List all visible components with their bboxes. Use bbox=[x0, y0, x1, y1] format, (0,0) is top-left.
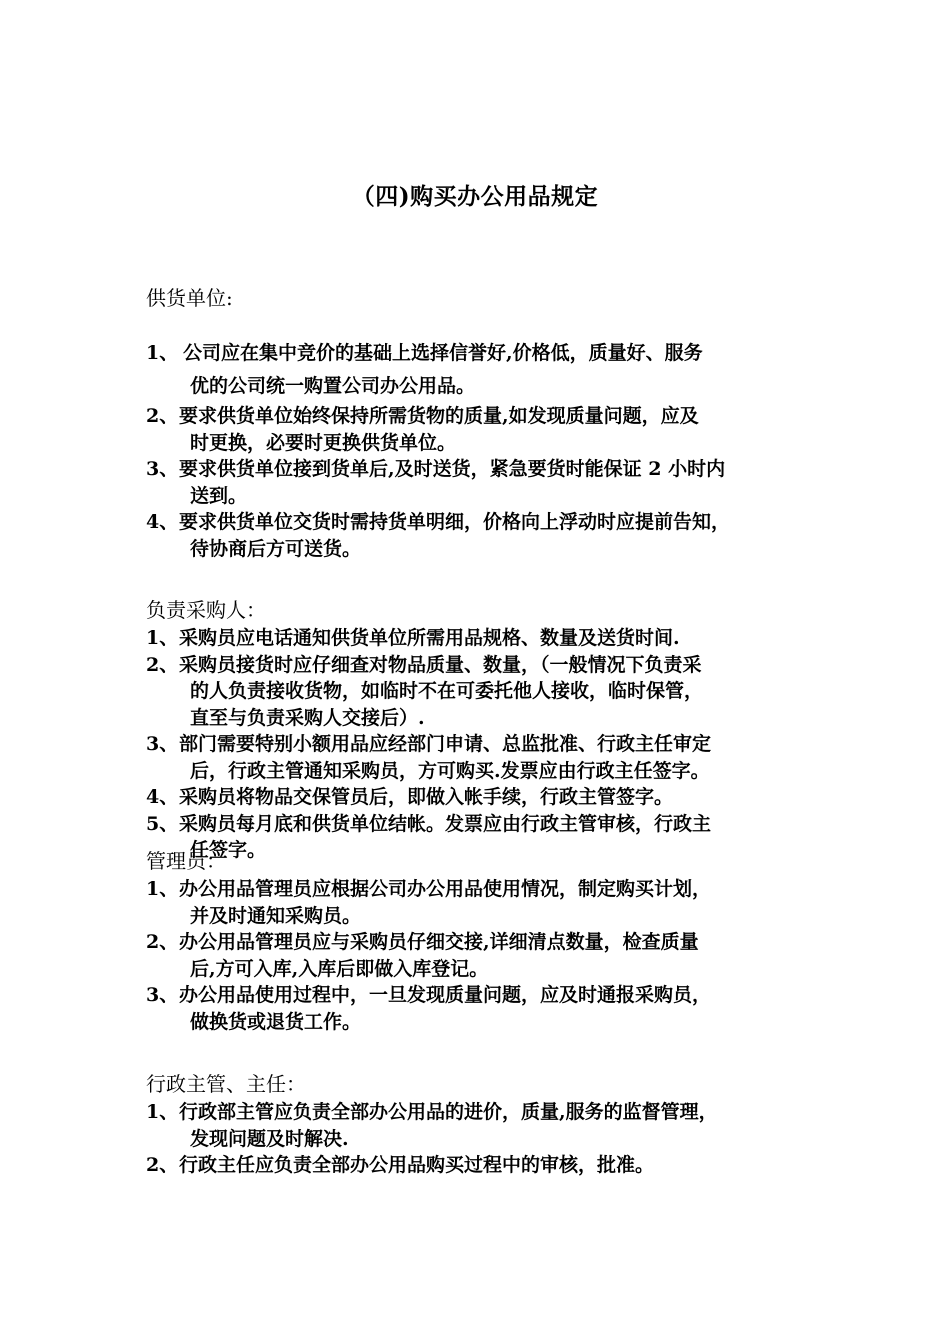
item-line: 优的公司统一购置公司办公用品。 bbox=[190, 375, 476, 397]
item-number: 3、 bbox=[146, 458, 179, 480]
list-item bbox=[146, 731, 826, 784]
item-line: 后,方可入库,入库后即做入库登记。 bbox=[190, 957, 489, 980]
item-line: 发现问题及时解决. bbox=[190, 1127, 349, 1150]
item-number: 3、 bbox=[146, 733, 179, 755]
list-item bbox=[146, 625, 826, 652]
item-number: 1、 bbox=[146, 1101, 179, 1123]
list-item bbox=[146, 403, 826, 456]
section-heading: 负责采购人： bbox=[146, 598, 266, 622]
list-item bbox=[146, 1099, 826, 1152]
item-line: 做换货或退货工作。 bbox=[190, 1010, 362, 1033]
item-line: 公司应在集中竞价的基础上选择信誉好,价格低，质量好、服务 bbox=[183, 342, 703, 364]
item-line: 办公用品使用过程中，一旦发现质量问题，应及时通报采购员， bbox=[179, 984, 712, 1006]
item-list bbox=[146, 1099, 826, 1179]
item-line: 行政主任应负责全部办公用品购买过程中的审核，批准。 bbox=[179, 1154, 655, 1176]
item-number: 2、 bbox=[146, 931, 179, 953]
item-list bbox=[146, 876, 826, 1035]
list-item bbox=[146, 652, 826, 732]
item-line: 要求供货单位交货时需持货单明细，价格向上浮动时应提前告知， bbox=[179, 511, 731, 533]
list-item bbox=[146, 337, 826, 403]
section-heading: 管理员： bbox=[146, 849, 226, 873]
section-administrator bbox=[146, 846, 826, 1035]
item-number: 2、 bbox=[146, 405, 179, 427]
item-line: 时更换，必要时更换供货单位。 bbox=[190, 431, 457, 454]
list-item bbox=[146, 929, 826, 982]
list-item bbox=[146, 456, 826, 509]
item-line: 部门需要特别小额用品应经部门申请、总监批准、行政主任审定 bbox=[179, 733, 712, 755]
item-line: 采购员每月底和供货单位结帐。发票应由行政主管审核，行政主 bbox=[179, 812, 712, 835]
item-line: 办公用品管理员应根据公司办公用品使用情况，制定购买计划， bbox=[179, 878, 712, 900]
item-line: 后，行政主管通知采购员，方可购买.发票应由行政主任签字。 bbox=[190, 759, 710, 782]
item-number: 2、 bbox=[146, 1154, 179, 1176]
section-heading: 行政主管、主任： bbox=[146, 1072, 306, 1096]
item-number: 5、 bbox=[146, 812, 179, 835]
item-line: 采购员将物品交保管员后，即做入帐手续，行政主管签字。 bbox=[179, 786, 674, 808]
list-item bbox=[146, 982, 826, 1035]
list-item bbox=[146, 784, 826, 811]
document-title: （四)购买办公用品规定 bbox=[351, 183, 599, 210]
item-line: 的人负责接收货物，如临时不在可委托他人接收，临时保管， bbox=[190, 680, 704, 702]
item-line: 要求供货单位接到货单后,及时送货，紧急要货时能保证 2 小时内 bbox=[179, 458, 726, 480]
section-purchaser bbox=[146, 595, 826, 864]
item-number: 3、 bbox=[146, 984, 179, 1006]
list-item bbox=[146, 509, 826, 562]
item-number: 4、 bbox=[146, 786, 179, 808]
item-number: 1、 bbox=[146, 627, 179, 649]
item-number: 1、 bbox=[146, 342, 179, 364]
item-list bbox=[146, 337, 826, 562]
item-number: 4、 bbox=[146, 511, 179, 533]
item-line: 办公用品管理员应与采购员仔细交接,详细清点数量，检查质量 bbox=[179, 931, 699, 953]
item-line: 直至与负责采购人交接后）. bbox=[190, 706, 425, 729]
item-line: 送到。 bbox=[190, 484, 248, 507]
item-list bbox=[146, 625, 826, 864]
list-item bbox=[146, 1152, 826, 1179]
item-line: 行政部主管应负责全部办公用品的进价，质量,服务的监督管理， bbox=[179, 1101, 718, 1123]
section-heading: 供货单位: bbox=[146, 286, 233, 310]
item-number: 2、 bbox=[146, 653, 179, 676]
item-line: 采购员接货时应仔细查对物品质量、数量，（一般情况下负责采 bbox=[179, 653, 702, 676]
section-suppliers bbox=[146, 283, 826, 562]
item-line: 并及时通知采购员。 bbox=[190, 904, 362, 927]
item-line: 要求供货单位始终保持所需货物的质量,如发现质量问题，应及 bbox=[179, 405, 699, 427]
item-line: 待协商后方可送货。 bbox=[190, 537, 362, 560]
item-number: 1、 bbox=[146, 878, 179, 900]
section-supervisor bbox=[146, 1069, 826, 1179]
item-line: 采购员应电话通知供货单位所需用品规格、数量及送货时间. bbox=[179, 627, 680, 649]
item-line: 任签字。 bbox=[190, 839, 267, 861]
list-item bbox=[146, 876, 826, 929]
